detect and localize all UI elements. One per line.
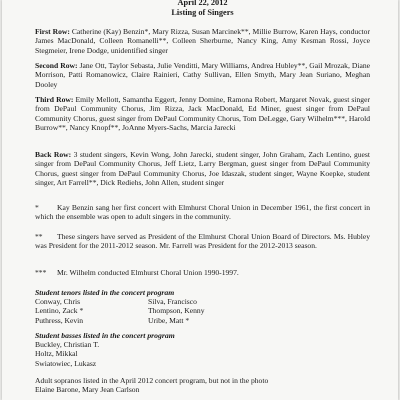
- second-row-paragraph: [35, 61, 370, 89]
- adult-sopranos-note: Adult sopranos listed in the April 2012 concert program, but not in the photo: [35, 376, 269, 385]
- row-label: First Row:: [35, 27, 70, 36]
- list-item: [35, 340, 99, 349]
- row-names: Catherine (Kay) Benzin*, Mary Rizza, Susan Marcinek**, Millie Burrow, Karen Hays, conductor James MacDonald, Colleen Romanelli**, Colleen Sherburne, Nancy King, Amy Kesman Rossi, Joyce Stegmeier, Irene Dodge, unidentified singer: [35, 27, 370, 55]
- footnote-mark: **: [35, 232, 43, 241]
- document-date: April 22, 2012: [177, 0, 228, 7]
- tenor-name: Conway, Chris: [35, 297, 81, 306]
- tenor-name: Lentino, Zack *: [35, 306, 84, 316]
- list-item: [35, 297, 205, 306]
- row-names: Emily Mellott, Samantha Eggert, Jenny Domine, Ramona Robert, Margaret Novak, guest singer from DePaul Community Chorus, Jim Rizza, Jack MacDonald, Ed Miner, guest singer from DePaul Community Chorus, guest singer from DePaul Community Chorus, Tom DeLegge, Gary Wilhelm***, Harold Burrow**, Nancy Knopf**, JoAnne Myers-Sachs, Marcia Jarecki: [35, 95, 370, 132]
- row-label: Third Row:: [35, 95, 74, 104]
- list-item: [35, 349, 99, 358]
- tenor-name: Thompson, Kenny: [148, 306, 205, 316]
- student-basses-list: [35, 340, 99, 368]
- third-row-paragraph: [35, 95, 370, 132]
- document-page: [2, 0, 398, 400]
- footnote-mark: ***: [35, 268, 47, 277]
- bass-name: Buckley, Christian T.: [35, 340, 100, 349]
- footnote-text: These singers have served as President of the Elmhurst Choral Union Board of Directors. Ms. Hubley was President for the 2011-2012 season. Mr. Farrell was President for the 2012-2013 season.: [35, 232, 370, 251]
- student-tenors-heading: Student tenors listed in the concert program: [35, 288, 175, 297]
- first-row-paragraph: [35, 27, 370, 55]
- student-tenors-list: [35, 297, 205, 325]
- row-label: Second Row:: [35, 61, 78, 70]
- footnote-text: Kay Benzin sang her first concert with Elmhurst Choral Union in December 1961, the first concert in which the ensemble was open to adult singers in the community.: [35, 203, 370, 222]
- footnote-mark: *: [35, 203, 39, 212]
- footnote-double-star: [35, 232, 370, 251]
- footnote-single-star: [35, 203, 370, 222]
- list-item: [35, 359, 99, 368]
- tenor-name: Puthress, Kevin: [35, 315, 84, 325]
- tenor-name: Uribe, Matt *: [148, 315, 190, 325]
- bass-name: Swiatowiec, Lukasz: [35, 358, 97, 368]
- list-item: [35, 316, 205, 325]
- adult-sopranos-names: Elaine Barone, Mary Jean Carlson: [35, 385, 140, 394]
- list-item: [35, 306, 205, 315]
- footnote-triple-star: [35, 268, 370, 277]
- back-row-paragraph: [35, 150, 370, 187]
- row-label: Back Row:: [35, 150, 72, 159]
- student-basses-heading: Student basses listed in the concert program: [35, 331, 175, 340]
- footnote-text: Mr. Wilhelm conducted Elmhurst Choral Union 1990-1997.: [57, 268, 239, 277]
- row-names: 3 student singers, Kevin Wong, John Jarecki, student singer, John Graham, Zach Lentino, guest singer from DePaul Community Chorus, Jeff Lietz, Larry Bergman, guest singer from DePaul Community Chorus, guest singer from DePaul Community Chorus, Joe Idaszak, student singer, Wayne Koepke, student singer, Art Farrell**, Dick Rediehs, John Allen, student singer: [35, 150, 370, 187]
- row-names: Jane Ott, Taylor Sebasta, Julie Venditti, Mary Williams, Andrea Hubley**, Gail Mrozak, Diane Morrison, Patti Romanowicz, Claire Rainieri, Cathy Sullivan, Ellen Smyth, Mary Jean Suriano, Meghan Dooley: [35, 61, 370, 89]
- document-title: Listing of Singers: [171, 8, 234, 17]
- tenor-name: Silva, Francisco: [148, 297, 197, 306]
- bass-name: Holtz, Mikkal: [35, 349, 78, 359]
